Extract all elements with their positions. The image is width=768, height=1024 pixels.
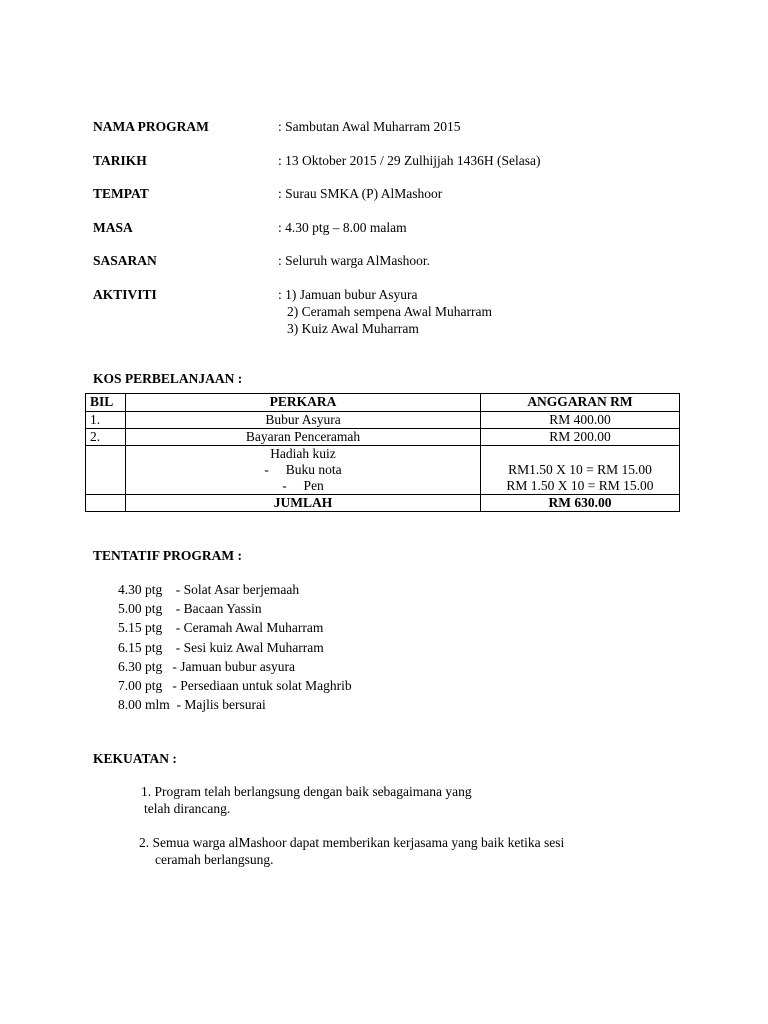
kos-heading: KOS PERBELANJAAN : [93, 371, 243, 386]
row-bil-empty [86, 446, 126, 495]
table-row [86, 429, 680, 446]
kekuatan-point-2: 2. Semua warga alMashoor dapat memberikan kerjasama yang baik ketika sesi [139, 835, 565, 850]
header-bil: BIL [86, 394, 126, 412]
aktiviti-label: AKTIVITI [93, 287, 157, 302]
row-anggaran: RM 200.00 [481, 429, 680, 446]
hadiah-item: - Pen [282, 478, 324, 493]
nama-program-value: : Sambutan Awal Muharram 2015 [278, 119, 461, 134]
tentatif-item: 8.00 mlm - Majlis bersurai [118, 697, 266, 712]
header-anggaran: ANGGARAN RM [481, 394, 680, 412]
tentatif-heading: TENTATIF PROGRAM : [93, 548, 242, 563]
tempat-label: TEMPAT [93, 186, 149, 201]
table-row [86, 412, 680, 429]
aktiviti-item: 2) Ceramah sempena Awal Muharram [287, 304, 492, 319]
hadiah-title: Hadiah kuiz [270, 446, 336, 461]
masa-label: MASA [93, 220, 133, 235]
masa-value: : 4.30 ptg – 8.00 malam [278, 220, 407, 235]
tentatif-item: 7.00 ptg - Persediaan untuk solat Maghrib [118, 678, 352, 693]
kekuatan-point-1-cont: telah dirancang. [144, 801, 231, 816]
kekuatan-point-2-cont: ceramah berlangsung. [155, 852, 274, 867]
total-value: RM 630.00 [481, 495, 680, 512]
hadiah-amount: RM 1.50 X 10 = RM 15.00 [506, 478, 654, 493]
row-bil: 2. [86, 429, 126, 446]
tarikh-value: : 13 Oktober 2015 / 29 Zulhijjah 1436H (Selasa) [278, 153, 541, 168]
row-perkara: Bubur Asyura [126, 412, 481, 429]
kos-table [85, 393, 680, 512]
total-label: JUMLAH [126, 495, 481, 512]
row-anggaran: RM 400.00 [481, 412, 680, 429]
nama-program-label: NAMA PROGRAM [93, 119, 209, 134]
row-bil: 1. [86, 412, 126, 429]
header-perkara: PERKARA [126, 394, 481, 412]
table-header-row [86, 394, 680, 412]
hadiah-item: - Buku nota [264, 462, 342, 477]
kekuatan-point-1: 1. Program telah berlangsung dengan baik sebagaimana yang [141, 784, 472, 799]
row-perkara: Bayaran Penceramah [126, 429, 481, 446]
tentatif-item: 6.15 ptg - Sesi kuiz Awal Muharram [118, 640, 324, 655]
hadiah-amount: RM1.50 X 10 = RM 15.00 [508, 462, 652, 477]
kekuatan-heading: KEKUATAN : [93, 751, 177, 766]
tempat-value: : Surau SMKA (P) AlMashoor [278, 186, 443, 201]
tentatif-item: 5.15 ptg - Ceramah Awal Muharram [118, 620, 324, 635]
tentatif-item: 4.30 ptg - Solat Asar berjemaah [118, 582, 300, 597]
sasaran-value: : Seluruh warga AlMashoor. [278, 253, 430, 268]
tentatif-item: 6.30 ptg - Jamuan bubur asyura [118, 659, 295, 674]
hadiah-anggaran [481, 446, 680, 495]
table-row-hadiah [86, 446, 680, 495]
aktiviti-item: 3) Kuiz Awal Muharram [287, 321, 419, 336]
hadiah-perkara [126, 446, 481, 495]
tentatif-item: 5.00 ptg - Bacaan Yassin [118, 601, 262, 616]
tarikh-label: TARIKH [93, 153, 147, 168]
total-bil-empty [86, 495, 126, 512]
aktiviti-item: : 1) Jamuan bubur Asyura [278, 287, 418, 302]
sasaran-label: SASARAN [93, 253, 157, 268]
table-total-row [86, 495, 680, 512]
